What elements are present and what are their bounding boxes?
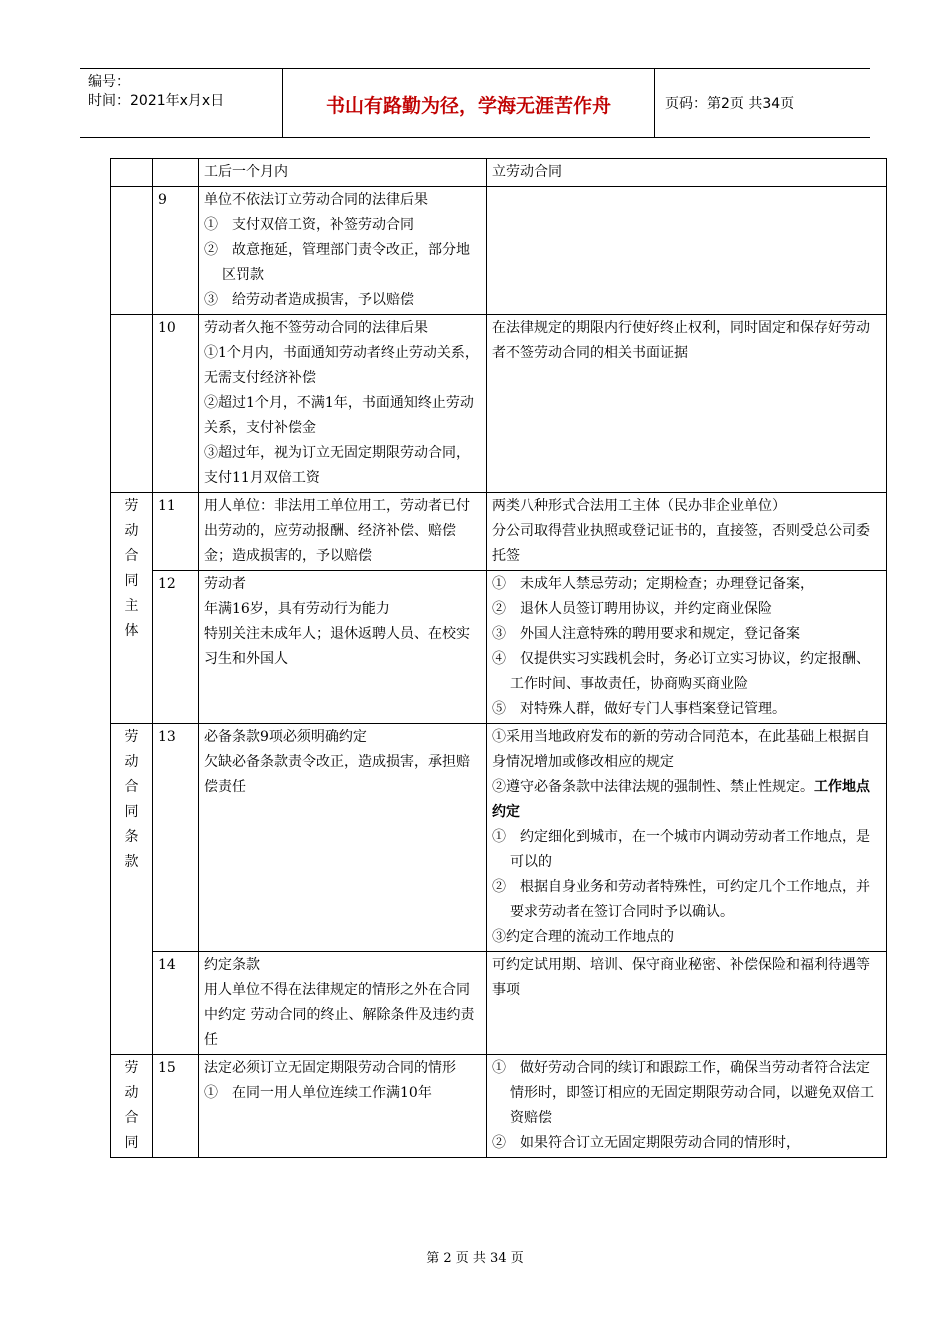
content-line: ② 故意拖延，管理部门责令改正，部分地区罚款 [204,242,470,283]
page-footer: 第 2 页 共 34 页 [426,1251,524,1266]
category-cell [111,493,153,724]
advice-line: ②遵守必备条款中法律法规的强制性、禁止性规定。 [492,779,814,795]
advice-cell [487,159,887,187]
advice-line: 立劳动合同 [492,164,562,180]
content-line: ① 在同一用人单位连续工作满10年 [204,1085,432,1101]
advice-line: ① 约定细化到城市，在一个城市内调动劳动者工作地点，是可以的 [492,829,870,870]
work-location-heading: 工作地点约定 [492,779,870,820]
number-cell: 13 [153,724,199,952]
content-line: ① 支付双倍工资，补签劳动合同 [204,217,414,233]
labor-contract-table [110,158,887,1158]
advice-line: ③约定合理的流动工作地点的 [492,929,674,945]
number-cell: 12 [153,571,199,724]
content-line: 必备条款9项必须明确约定 [204,729,367,745]
content-cell [199,493,487,571]
content-line: 工后一个月内 [204,164,288,180]
content-line: 用人单位不得在法律规定的情形之外在合同中约定 劳动合同的终止、解除条件及违约责任 [204,982,475,1048]
content-cell [199,187,487,315]
advice-cell [487,187,887,315]
advice-line: 分公司取得营业执照或登记证书的，直接签，否则受总公司委托签 [492,523,870,564]
advice-line: ①采用当地政府发布的新的劳动合同范本，在此基础上根据自身情况增加或修改相应的规定 [492,729,870,770]
content-line: 用人单位：非法用工单位用工，劳动者已付出劳动的，应劳动报酬、经济补偿、赔偿金；造成损害的，予以赔偿 [204,498,470,564]
advice-cell [487,1055,887,1158]
content-cell [199,952,487,1055]
advice-cell [487,493,887,571]
content-cell [199,1055,487,1158]
category-cell [111,315,153,493]
advice-line: ② 根据自身业务和劳动者特殊性，可约定几个工作地点，并要求劳动者在签订合同时予以确认。 [492,879,870,920]
content-cell [199,315,487,493]
advice-line: ① 做好劳动合同的续订和跟踪工作，确保当劳动者符合法定情形时，即签订相应的无固定期限劳动合同，以避免双倍工资赔偿 [492,1060,874,1126]
number-cell [153,159,199,187]
number-cell: 14 [153,952,199,1055]
advice-cell [487,571,887,724]
content-line: 单位不依法订立劳动合同的法律后果 [204,192,428,208]
number-cell: 9 [153,187,199,315]
advice-cell [487,952,887,1055]
advice-cell [487,724,887,952]
category-cell [111,187,153,315]
advice-line: ⑤ 对特殊人群，做好专门人事档案登记管理。 [492,701,786,717]
content-cell [199,724,487,952]
header-number-label: 编号： [88,74,130,90]
number-cell: 15 [153,1055,199,1158]
table-row [111,315,887,493]
advice-line: 在法律规定的期限内行使好终止权利，同时固定和保存好劳动者不签劳动合同的相关书面证据 [492,320,870,361]
header-meta [80,69,283,137]
content-line: ②超过1个月，不满1年，书面通知终止劳动关系，支付补偿金 [204,395,474,436]
content-line: 法定必须订立无固定期限劳动合同的情形 [204,1060,456,1076]
content-cell [199,159,487,187]
content-line: ①1个月内，书面通知劳动者终止劳动关系，无需支付经济补偿 [204,345,479,386]
advice-line: 可约定试用期、培训、保守商业秘密、补偿保险和福利待遇等事项 [492,957,870,998]
number-cell: 10 [153,315,199,493]
content-line: 劳动者 [204,576,246,592]
content-line: ③ 给劳动者造成损害，予以赔偿 [204,292,414,308]
advice-line: ② 如果符合订立无固定期限劳动合同的情形时， [492,1135,800,1151]
content-cell [199,571,487,724]
advice-line: ③ 外国人注意特殊的聘用要求和规定，登记备案 [492,626,800,642]
category-label: 劳动合同 [124,1060,139,1151]
number-cell: 11 [153,493,199,571]
advice-cell [487,315,887,493]
table-row [111,571,887,724]
table-row [111,159,887,187]
table-row [111,724,887,952]
advice-line: ④ 仅提供实习实践机会时，务必订立实习协议，约定报酬、工作时间、事故责任，协商购买商业险 [492,651,870,692]
table-row [111,187,887,315]
content-line: 欠缺必备条款责令改正，造成损害，承担赔偿责任 [204,754,470,795]
header-motto: 书山有路勤为径，学海无涯苦作舟 [283,69,655,137]
advice-line: 两类八种形式合法用工主体（民办非企业单位） [492,498,786,514]
advice-line: ② 退休人员签订聘用协议，并约定商业保险 [492,601,772,617]
category-cell [111,159,153,187]
category-cell [111,724,153,1055]
content-line: 约定条款 [204,957,260,973]
content-line: 劳动者久拖不签劳动合同的法律后果 [204,320,428,336]
content-line: 特别关注未成年人；退休返聘人员、在校实习生和外国人 [204,626,470,667]
content-line: ③超过年，视为订立无固定期限劳动合同，支付11月双倍工资 [204,445,470,486]
table-row [111,952,887,1055]
page-header [80,68,870,138]
content-line: 年满16岁，具有劳动行为能力 [204,601,390,617]
advice-line: ① 未成年人禁忌劳动；定期检查；办理登记备案， [492,576,814,592]
header-time-label: 时间：2021年x月x日 [88,93,225,109]
table-row [111,1055,887,1158]
category-cell [111,1055,153,1158]
category-label: 劳动合同主体 [124,498,139,639]
table-row [111,493,887,571]
category-label: 劳动合同条款 [124,729,139,870]
header-page-info: 页码：第2页 共34页 [665,96,795,112]
